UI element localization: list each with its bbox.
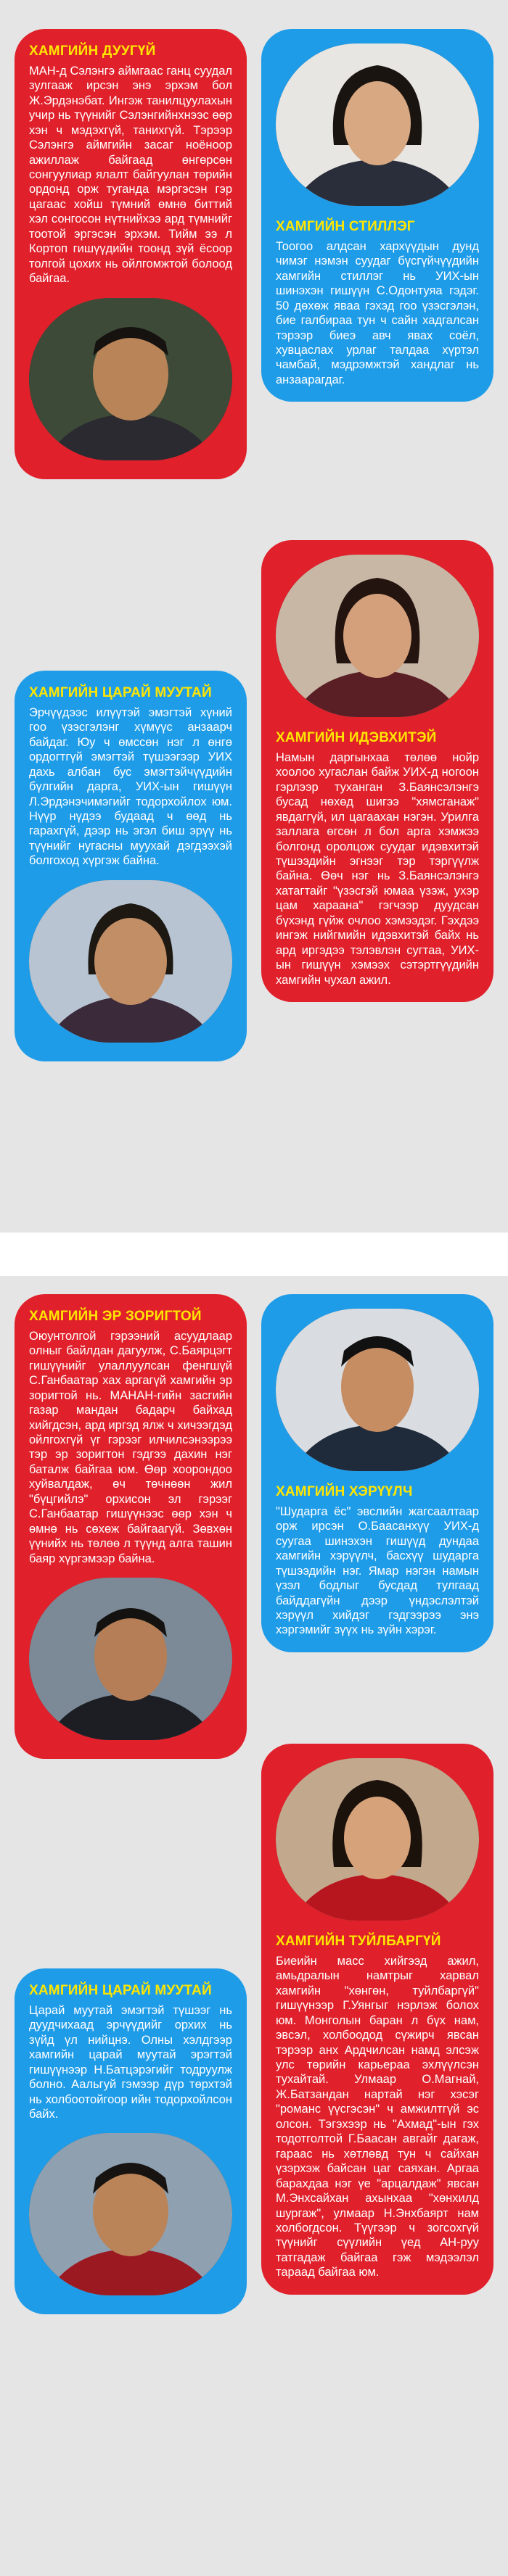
section-divider <box>0 1233 508 1276</box>
profile-heading: ХАМГИЙН ДУУГҮЙ <box>29 44 156 59</box>
profile-text: Царай муутай эмэгтэй түшээг нь дуудчихаад эрчүүдийг орхих нь зүйд үл нийцнэ. Олны хэлдгээр хамгийн царай муутай эрэгтэй гишүүнээр Н.Батцэрэгийг тодруулж болно. Аальгуй гэмээр дүр төрхтэй нь холбоотойгоор ийн тодорхойлсон байх. <box>29 2003 232 2121</box>
profile-card-most-quarrelsome <box>261 1294 493 1652</box>
profile-card-most-stylish <box>261 29 493 402</box>
profile-card-quietest <box>15 29 247 479</box>
profile-photo-man <box>276 1309 479 1471</box>
profile-photo-woman <box>29 880 232 1043</box>
profile-heading: ХАМГИЙН ЦАРАЙ МУУТАЙ <box>29 685 212 700</box>
profile-photo-woman <box>276 555 479 717</box>
profile-photo-man <box>29 1578 232 1740</box>
profile-text: Биеийн масс хийгээд ажил, амьдралын намтрыг харвал хамгийн "хөнгөн, туйлбаргүй" гишүүнээр Г.Уянгыг нэрлэж болох юм. Монголын баран л бүх нам, эвсэл, холбоодод сүжирч явсан тэрээр анх Ардчилсан намд элсэж улс төрийн карьераа эхлүүлсэн тухайтай. Улмаар О.Магнай, Ж.Батзандан нартай нэг хэсэг "романс үүсгэсэн" ч амжилтгүй эс олсон. Тэгэхээр нь "Ахмад"-ын гэх тодотголтой Г.Баасан авгайг дагаж, гарааc нь хөтлөвд тун ч сайхан үзэрхэж байсан цаг саяхан. Аргаа барахдаа нэг үе "арцалдаж" явсан М.Энхсайхан ахынхаа "хөнхилд шургаж", улмаар Н.Энхбаярт нам холбогдсон. Түүгээр ч зогсохгүй түүнийг сүүлийн үед АН-руу татгадаж байгаа гэж мэдээлэл тараад байгаа юм. <box>276 1954 479 2279</box>
profile-text: Намын даргынхаа төлөө нойр хоолоо хугаслан байж УИХ-д ногоон гэрлээр туханган З.Баянсэлэнгэ бусад нөхөд шигээ "хямсганаж" явдаггүй, ил цагаахан нэгэн. Урилга заллага өгсөн л бол арга хэмжээ болгонд оролцож суудаг идэвхитэй түшээдийн эгнээг тэр тэргүүлж байна. Өөч нэг нь З.Баянсэлэнгэ хатагтайг "үзэсгэй юмаа үзэж, ухэр цам хараана" гэгчээр дуудсан бүхэнд гүйж очлоо хэмээдэг. Гэхдээ ингэж нийгмийн идэвхитэй байх нь ард иргэдээ тэлэвлэн сугтаа, УИХ-ын гишүүн хэмээх сэтэртгүүдийн хамгийн чухал ажил. <box>276 750 479 987</box>
profile-card-bravest <box>15 1294 247 1759</box>
profile-text: МАН-д Сэлэнгэ аймгаас ганц суудал зулгааж ирсэн энэ эрхэм бол Ж.Эрдэнэбат. Ингэж танилцуулахын учир нь түүнийг Сэлэнгийнхнээс өөр хэн ч мэдэхгүй, танихгүй. Тэрээр Сэлэнгэ аймгийн засаг ноёноор ажиллаж байгаад өнгөрсөн сонгуулиар ялалт байгуулан төрийн ордонд орж туганда мэргэсэн гэр цагаас хойш түмний өмнө биттий хэл сонгосон нүтнийхээ ард түмнийг тоотой эргэсэн эрхэм. Тийм ээ л Кортоп гишүүдийн тоонд зүй ёсоор толгой цохих нь ойлгомжтой болоод байгаа. <box>29 64 232 286</box>
profile-heading: ХАМГИЙН СТИЛЛЭГ <box>276 219 415 234</box>
profile-heading: ХАМГИЙН ЦАРАЙ МУУТАЙ <box>29 1983 212 1998</box>
profile-heading: ХАМГИЙН ИДЭВХИТЭЙ <box>276 730 437 745</box>
profile-heading: ХАМГИЙН ЭР ЗОРИГТОЙ <box>29 1309 202 1324</box>
profile-text: Оюунтолгой гэрээний асуудлаар олныг байлдан дагуулж, С.Баярцэгт гишүүнийг улаллуулсан фенгшүй С.Ганбаатар хах аргагүй хамгийн эр зоригтой нь. МАНАН-гийн засгийн газар мандан бадарч байхад хийгдсэн, ард иргэд ялж ч хичээгдэд ойлгохгүй үг гэрээг илчилсэнээрээ тэр эр зоригтон гэдгээ дахин нэг баталж байгаа юм. Өөр хоорондоо хуйвалдаж, өч төчнөөн жил "бүцгийлэ" орхисон эл гэрээг С.Ганбаатар гишүүнээс өөр хэн ч өмнө нь сөхөж байгаагүй. Зөвхөн үүнийх нь төлөө л түүнд алга ташин баяр хүргэмээр байна. <box>29 1329 232 1565</box>
profile-card-most-active <box>261 540 493 1002</box>
profile-card-most-unprincipled <box>261 1744 493 2295</box>
profile-card-ugliest-female <box>15 671 247 1061</box>
profile-text: Тоогоо алдсан хархүүдын дунд чимэг нэмэн суудаг бүсгүйчүүдийн хамгийн стиллэг нь УИХ-ын шинэхэн гишүүн С.Одонтуяа гэдэг. 50 дөхөж яваа гэхэд гоо үзэсгэлэн, бие галбираа тун ч сайн хадгалсан тэрээр биеэ авч явах соёл, хувцаслах урлаг талдаа хүртэл чамбай, мэдрэмжтэй хандлаг нь анзаарагдаг. <box>276 239 479 386</box>
profile-photo-woman <box>276 44 479 206</box>
profile-card-ugliest-male <box>15 1968 247 2314</box>
profile-heading: ХАМГИЙН ТУЙЛБАРГҮЙ <box>276 1934 441 1949</box>
profile-photo-woman <box>276 1758 479 1921</box>
profile-photo-man <box>29 2133 232 2295</box>
profile-text: Эрчүүдээс илүүтэй эмэгтэй хүний гоо үзэсгэлэнг хүмүүс анзаарч байдаг. Юу ч өмссөн нэг л өнгө ордогтгүй эмэгтэй түшээгээр УИХ дахь албан бус эмэгтэйчүүдийн бүлгийн дарга, УИХ-ын гишүүн Л.Эрдэнэчимэгийг тодорхойлох юм. Нүүр нүдээ будаад ч өөд нь гарахгүй, дээр нь эгэл биш эрүү нь түүнийг нугасны муухай дэгдээхэй болгоход хүргэж байна. <box>29 705 232 868</box>
profile-photo-man <box>29 298 232 460</box>
profile-heading: ХАМГИЙН ХЭРҮҮЛЧ <box>276 1484 413 1499</box>
profile-text: "Шударга ёс" эвслийн жагсаалтаар орж ирсэн О.Баасанхүү УИХ-д суугаа шинэхэн гишүүд дундаа хамгийн хэрүүлч, басхүү шударга түшээдийн нэг. Ямар нэгэн намын үзэл бодлыг бусдад тулгаад байддагүйн дээр үндэслэлтэй хэрүүл хийдэг гэдгээрээ энэ хэргэмийг зүүх нь зүйн хэрэг. <box>276 1504 479 1637</box>
